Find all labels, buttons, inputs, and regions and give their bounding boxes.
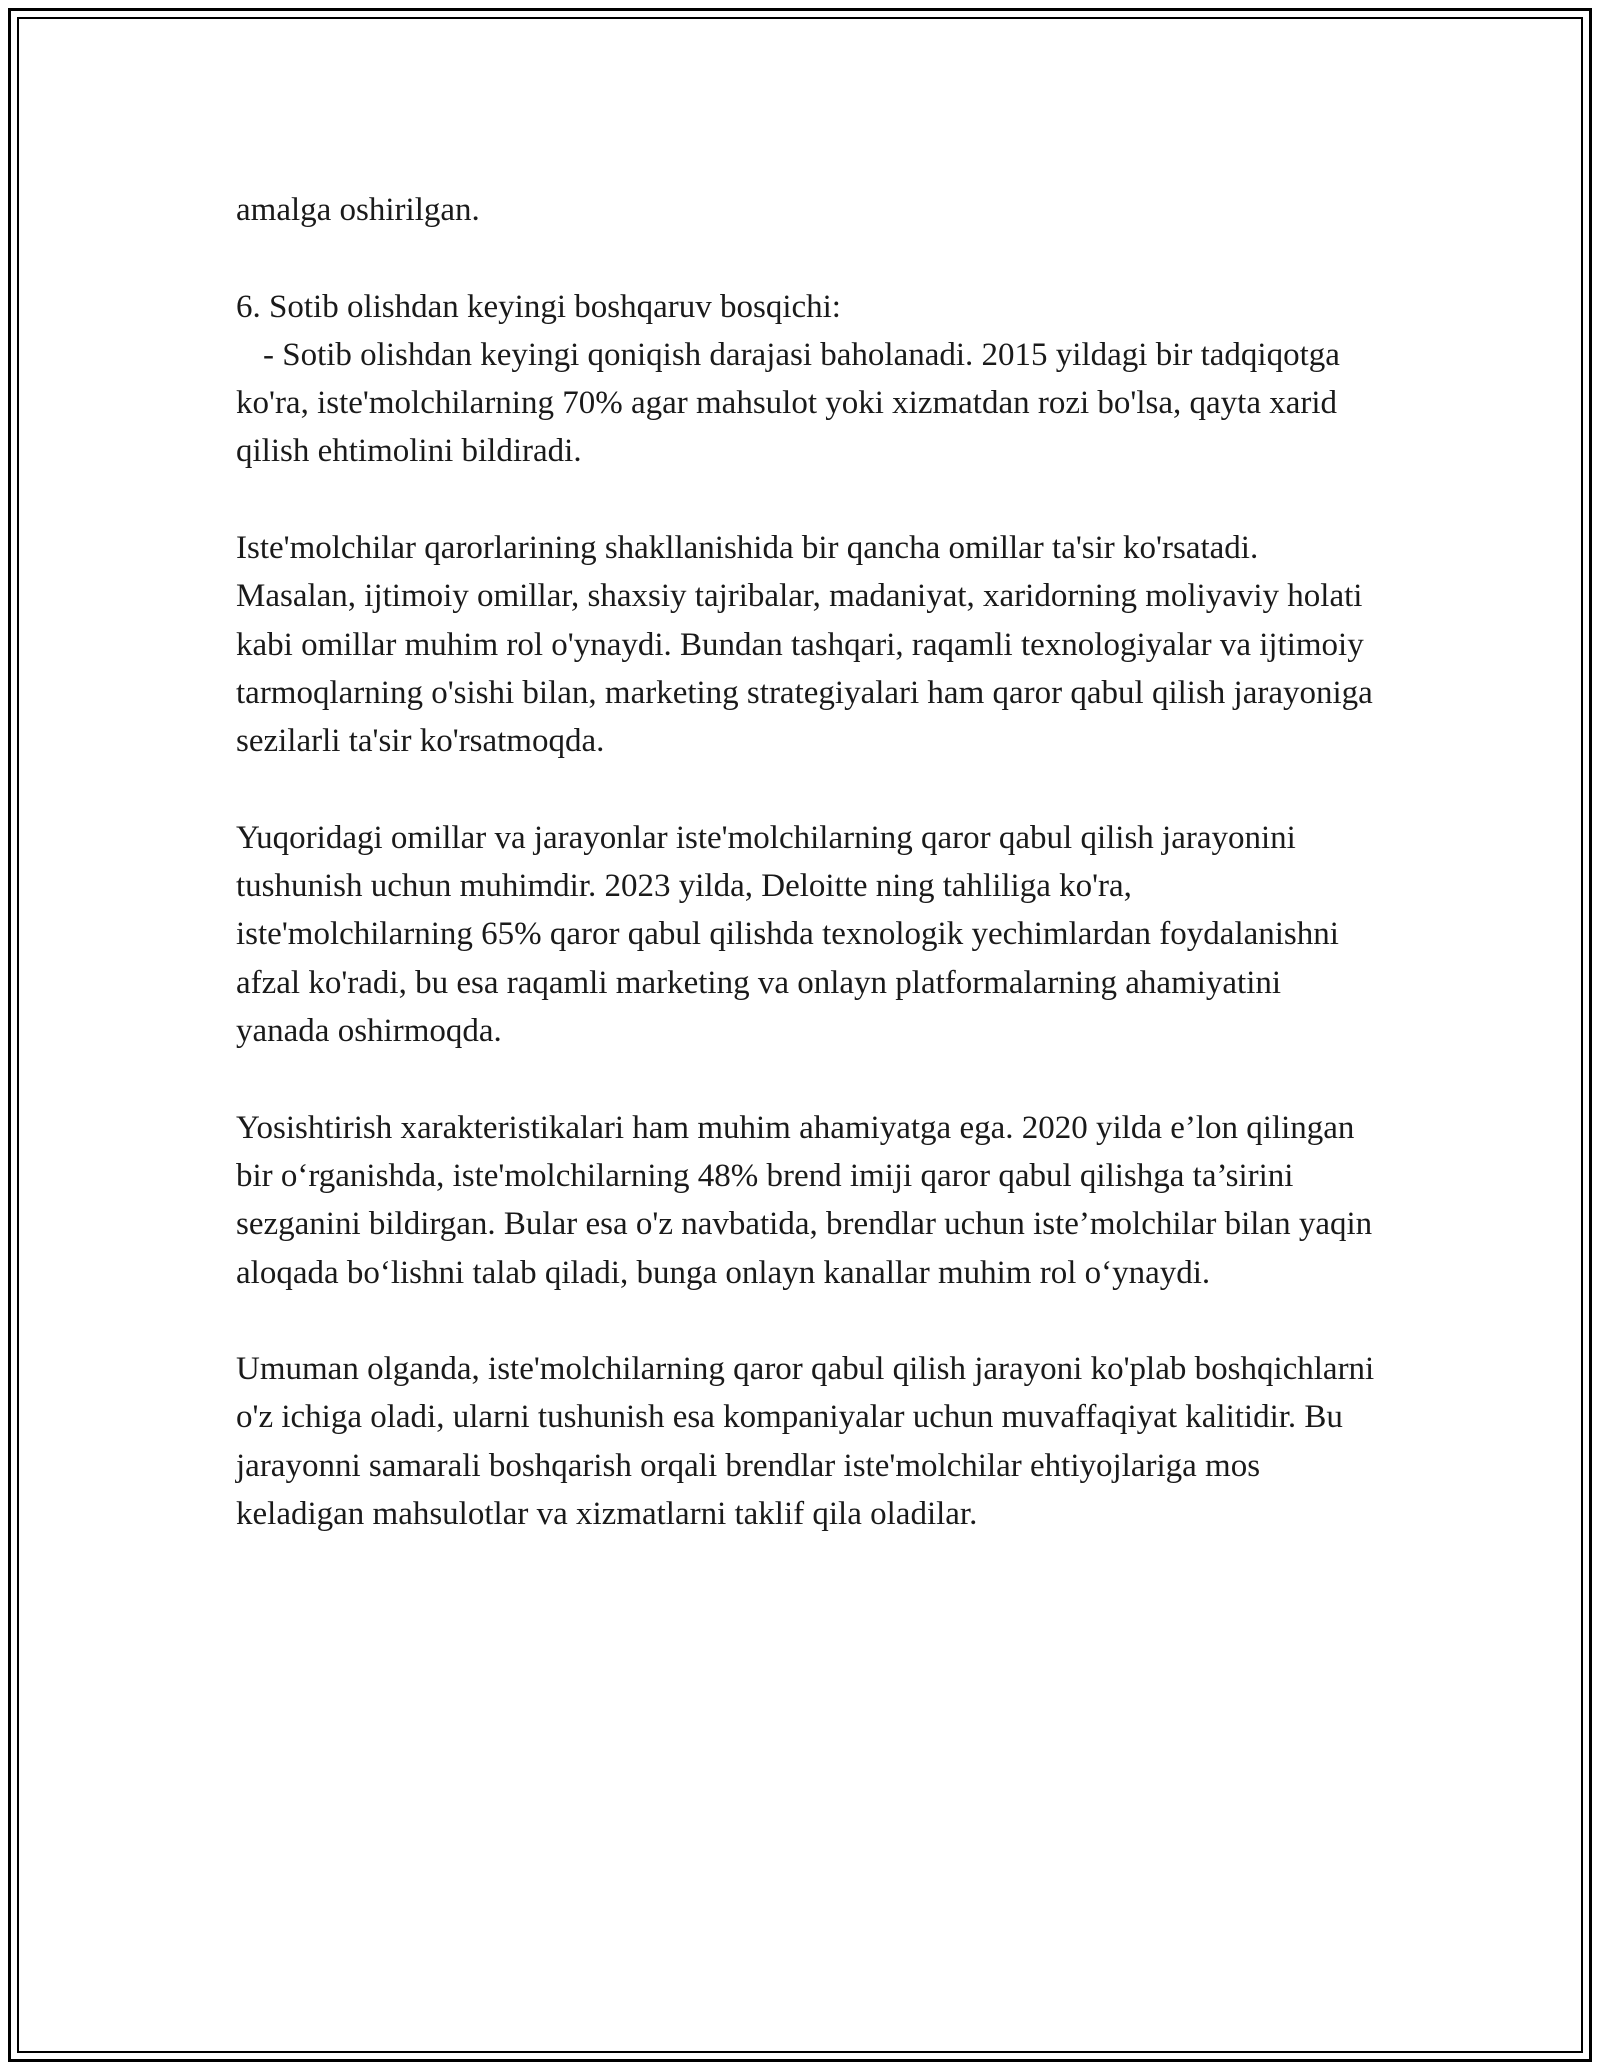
paragraph-conclusion: Umuman olganda, iste'molchilarning qaror qabul qilish jarayoni ko'plab boshqichlarni o'z ichiga oladi, ularni tushunish esa kompaniyalar uchun muvaffaqiyat kalitidir. Bu jarayonni samarali boshqarish orqali brendlar iste'molchilar ehtiyojlariga mos keladigan mahsulotlar va xizmatlarni taklif qila oladilar. xyxy=(236,1351,1375,1533)
paragraph-factors: Iste'molchilar qarorlarining shakllanishida bir qancha omillar ta'sir ko'rsatadi. Masalan, ijtimoiy omillar, shaxsiy tajribalar, madaniyat, xaridorning moliyaviy holati kabi omillar muhim rol o'ynaydi. Bundan tashqari, raqamli texnologiyalar va ijtimoiy tarmoqlarning o'sishi bilan, marketing strategiyalari ham qaror qabul qilish jarayoniga sezilarli ta'sir ko'rsatmoqda. xyxy=(236,530,1373,760)
section-6-bullet-text: - Sotib olishdan keyingi qoniqish darajasi baholanadi. 2015 yildagi bir tadqiqotga ko'ra, iste'molchilarning 70% agar mahsulot yoki xizmatdan rozi bo'lsa, qayta xarid qilish ehtimolini bildiradi. xyxy=(236,336,1340,470)
paragraph-continuation: amalga oshirilgan. xyxy=(236,192,480,228)
paragraph-brand-image: Yosishtirish xarakteristikalari ham muhim ahamiyatga ega. 2020 yilda e’lon qilingan bir o‘rganishda, iste'molchilarning 48% brend imiji qaror qabul qilishga ta’sirini sezganini bildirgan. Bular esa o'z navbatida, brendlar uchun iste’molchilar bilan yaqin aloqada bo‘lishni talab qiladi, bunga onlayn kanallar muhim rol o‘ynaydi. xyxy=(236,1109,1373,1291)
paragraph-deloitte: Yuqoridagi omillar va jarayonlar iste'molchilarning qaror qabul qilish jarayonini tushunish uchun muhimdir. 2023 yilda, Deloitte ning tahliliga ko'ra, iste'molchilarning 65% qaror qabul qilishda texnologik yechimlardan foydalanishni afzal ko'radi, bu esa raqamli marketing va onlayn platformalarning ahamiyatini yanada oshirmoqda. xyxy=(236,819,1339,1050)
document-body xyxy=(236,186,1376,1538)
section-6-bullet xyxy=(236,331,1376,476)
section-6-heading: 6. Sotib olishdan keyingi boshqaruv bosqichi: xyxy=(236,288,841,325)
section-6 xyxy=(236,283,1376,476)
